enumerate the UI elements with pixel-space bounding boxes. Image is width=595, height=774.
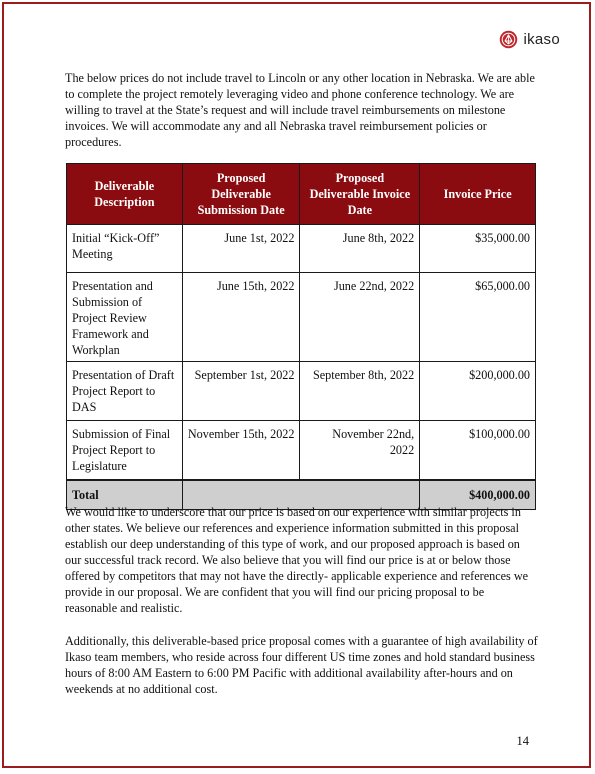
cell-invoice-date: June 8th, 2022 [300, 225, 420, 273]
table-row [67, 362, 536, 421]
table-row [67, 273, 536, 362]
header-invoice-date: Proposed Deliverable Invoice Date [300, 164, 420, 225]
logo-wordmark: ikaso [523, 31, 560, 48]
intro-paragraph: The below prices do not include travel to Lincoln or any other location in Nebraska. We are able to complete the project remotely leveraging video and phone conference technology. We are willing to travel at the State’s request and will include travel reimbursements on milestone invoices. We will accommodate any and all Nebraska travel reimbursement policies or procedures. [65, 71, 535, 149]
total-label: Total [67, 480, 183, 510]
price-table [66, 163, 536, 510]
cell-submission-date: September 1st, 2022 [182, 362, 300, 421]
cell-description: Presentation and Submission of Project Review Framework and Workplan [67, 273, 183, 362]
total-value: $400,000.00 [420, 480, 536, 510]
cell-submission-date: June 1st, 2022 [182, 225, 300, 273]
pricing-rationale-paragraph: We would like to underscore that our price is based on our experience with similar projects in other states. We believe our references and experience information submitted in this proposal establish our deep understanding of this type of work, and our proposed approach is based on our successful track record. We also believe that you will find our price is at or below those offered by competitors that may not have the directly- applicable experience and references we provide in our proposal. We are confident that you will find our pricing proposal to be reasonable and realistic. [65, 505, 529, 615]
table-row [67, 225, 536, 273]
cell-submission-date: June 15th, 2022 [182, 273, 300, 362]
table-header-row [67, 164, 536, 225]
page-number: 14 [516, 734, 529, 748]
cell-price: $35,000.00 [420, 225, 536, 273]
cell-price: $200,000.00 [420, 362, 536, 421]
availability-paragraph: Additionally, this deliverable-based price proposal comes with a guarantee of high availability of Ikaso team members, who reside across four different US time zones and hold standard business hours of 8:00 AM Eastern to 6:00 PM Pacific with additional availability after-hours and on weekends at no additional cost. [65, 634, 538, 696]
cell-description: Presentation of Draft Project Report to DAS [67, 362, 183, 421]
header-submission-date: Proposed Deliverable Submission Date [182, 164, 300, 225]
cell-description: Submission of Final Project Report to Legislature [67, 421, 183, 481]
cell-invoice-date: June 22nd, 2022 [300, 273, 420, 362]
header-deliverable-description: Deliverable Description [67, 164, 183, 225]
cell-submission-date: November 15th, 2022 [182, 421, 300, 481]
company-logo [499, 30, 560, 49]
cell-price: $65,000.00 [420, 273, 536, 362]
cell-invoice-date: September 8th, 2022 [300, 362, 420, 421]
cell-price: $100,000.00 [420, 421, 536, 481]
table-row [67, 421, 536, 481]
ikaso-logo-icon [499, 30, 518, 49]
cell-description: Initial “Kick-Off” Meeting [67, 225, 183, 273]
cell-invoice-date: November 22nd, 2022 [300, 421, 420, 481]
document-page [2, 2, 591, 768]
header-invoice-price: Invoice Price [420, 164, 536, 225]
